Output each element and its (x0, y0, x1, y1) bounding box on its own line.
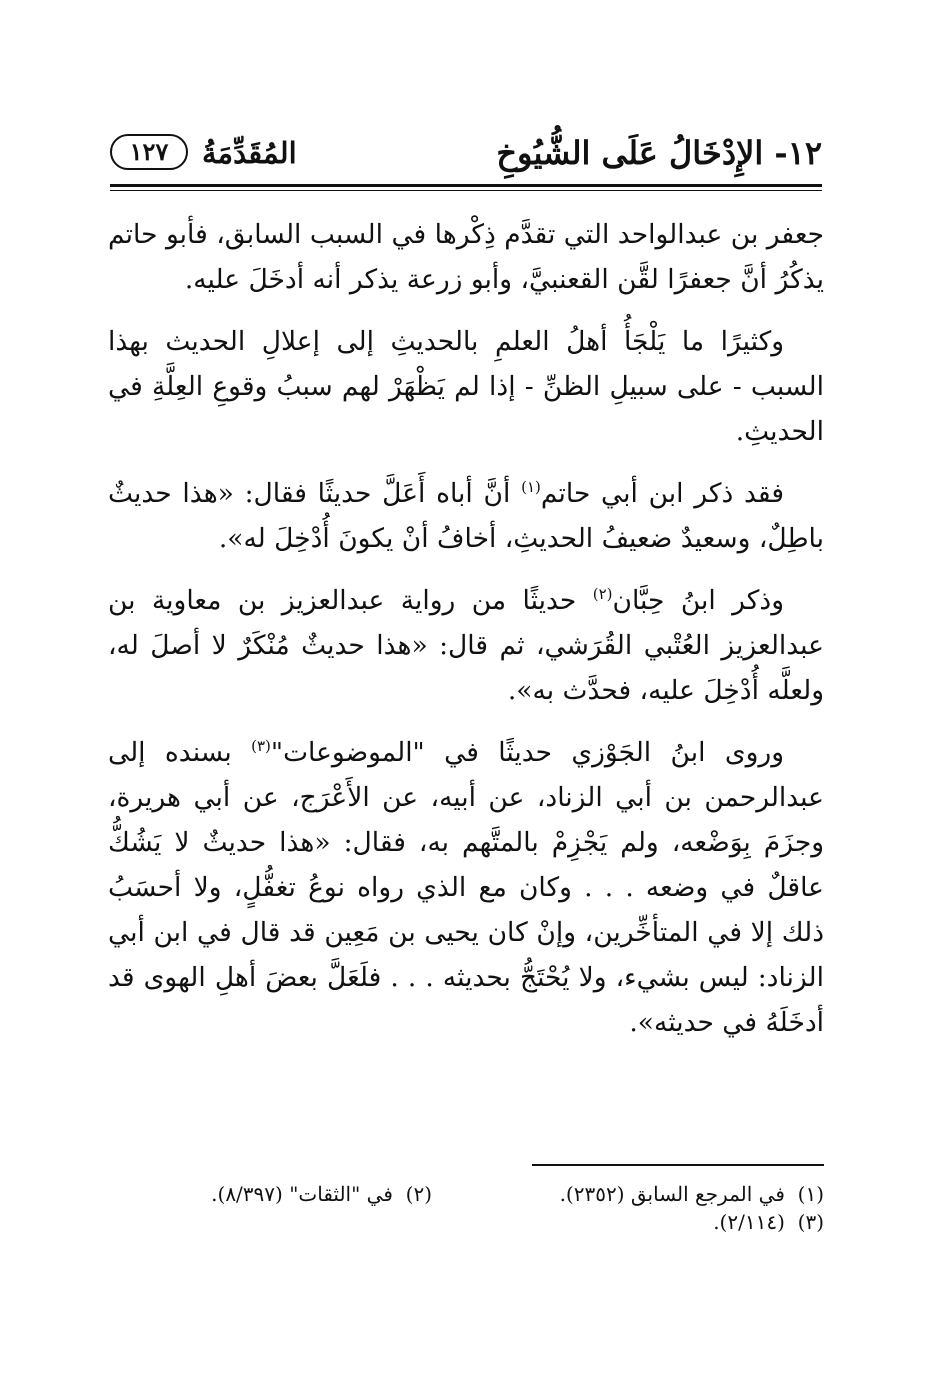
paragraph-text: أنَّ أباه أَعَلَّ حديثًا فقال: «هذا حديثٌ باطِلٌ، وسعيدٌ ضعيفُ الحديثِ، أخافُ أنْ يكونَ أُدْخِلَ له». (108, 478, 824, 554)
footnote-3 (713, 1208, 824, 1236)
paragraph (108, 212, 824, 302)
footnote-number: (٣) (797, 1210, 824, 1234)
footnote-separator (532, 1164, 824, 1166)
footnote-2 (211, 1180, 432, 1208)
footnotes (108, 1180, 824, 1236)
chapter-title: ١٢- الإِدْخَالُ عَلَى الشُّيُوخِ (496, 134, 822, 172)
paragraph-text: بسنده إلى عبدالرحمن بن أبي الزناد، عن أبيه، عن الأَعْرَج، عن أبي هريرة، وجزَمَ بِوَضْعه، ولم يَجْزِمْ بالمتَّهم به، فقال: «هذا حديثٌ لا يَشُكُّ عاقلٌ في وضعه . . . وكان مع الذي رواه نوعُ تغفُّلٍ، ولا أحسَبُ ذلك إلا في المتأخِّرين، وإنْ كان يحيى بن مَعِين قد قال في ابن أبي الزناد: ليس بشيء، ولا يُحْتَجُّ بحديثه . . . فلَعَلَّ بعضَ أهلِ الهوى قد أدخَلَهُ في حديثه». (108, 737, 824, 1038)
footnote-ref[interactable]: (٣) (251, 737, 271, 756)
paragraph-text: وكثيرًا ما يَلْجَأُ أهلُ العلمِ بالحديثِ إلى إعلالِ الحديث بهذا السبب - على سبيلِ الظنِّ - إذا لم يَظْهَرْ لهم سببُ وقوعِ العِلَّةِ في الحديثِ. (108, 326, 824, 447)
footnote-row (108, 1180, 824, 1208)
footnote-text: (٢/١١٤). (713, 1210, 785, 1234)
paragraph-text: جعفر بن عبدالواحد التي تقدَّم ذِكْرها في السبب السابق، فأبو حاتم يذكُرُ أنَّ جعفرًا لقَّن القعنبيَّ، وأبو زرعة يذكر أنه أدخَلَ عليه. (108, 219, 824, 295)
footnote-number: (٢) (405, 1182, 432, 1206)
footnote-ref[interactable]: (١) (521, 478, 541, 497)
section-name: المُقَدِّمَةُ (202, 136, 297, 170)
paragraph (108, 319, 824, 454)
paragraph (108, 730, 824, 1045)
footnote-1 (560, 1180, 824, 1208)
paragraph-text: فقد ذكر ابن أبي حاتم (540, 478, 784, 509)
paragraph (108, 471, 824, 561)
footnote-text: في "الثقات" (٨/٣٩٧). (211, 1182, 393, 1206)
footnote-ref[interactable]: (٢) (592, 585, 613, 604)
paragraph-text: وذكر ابنُ حِبَّان (612, 585, 784, 616)
body-text (108, 212, 824, 1062)
paragraph (108, 578, 824, 713)
footnote-row (108, 1208, 824, 1236)
page-header (110, 128, 822, 178)
footnote-number: (١) (797, 1182, 824, 1206)
header-rule-thick (110, 184, 822, 187)
paragraph-text: حديثًا من رواية عبدالعزيز بن معاوية بن عبدالعزيز العُتْبي القُرَشي، ثم قال: «هذا حديثٌ مُنْكَرٌ لا أصلَ له، ولعلَّه أُدْخِلَ عليه، فحدَّث به». (108, 585, 824, 706)
footnote-text: في المرجع السابق (٢٣٥٢). (559, 1182, 785, 1206)
header-rule-thin (110, 190, 822, 191)
page-number: ١٢٧ (110, 134, 188, 170)
paragraph-text: وروى ابنُ الجَوْزي حديثًا في "الموضوعات" (270, 737, 784, 768)
